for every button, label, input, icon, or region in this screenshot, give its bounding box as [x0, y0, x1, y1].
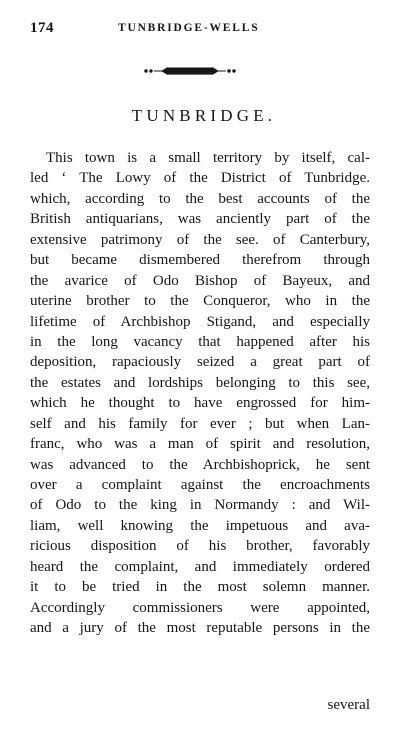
- text-line: liam, well knowing the impetuous and ava-: [30, 517, 370, 534]
- text-line: the avarice of Odo Bishop of Bayeux, and: [30, 272, 370, 289]
- text-line: self and his family for ever ; but when Lan-: [30, 415, 370, 432]
- text-line: which, according to the best accounts of the: [30, 190, 370, 207]
- page-number: 174: [30, 20, 54, 36]
- text-line: which he thought to have engrossed for him-: [30, 395, 370, 412]
- text-line: it to be tried in the most solemn manner.: [30, 579, 370, 596]
- text-line: extensive patrimony of the see. of Canterbury,: [30, 231, 370, 248]
- text-line: over a complaint against the encroachments: [30, 477, 370, 493]
- text-line: franc, who was a man of spirit and resolution,: [30, 436, 370, 453]
- running-head: [0, 20, 400, 40]
- text-line: This town is a small territory by itself, cal-: [46, 150, 370, 166]
- text-line: uterine brother to the Conqueror, who in the: [30, 293, 370, 310]
- body-paragraph: [30, 148, 370, 639]
- text-line: and a jury of the most reputable persons in the: [30, 620, 370, 637]
- text-line: ricious disposition of his brother, favorably: [30, 538, 370, 555]
- text-line: of Odo to the king in Normandy : and Wil-: [30, 497, 370, 514]
- text-line: in the long vacancy that happened after his: [30, 333, 370, 350]
- printers-ornament-rule-icon: [140, 64, 240, 78]
- text-line: the estates and lordships belonging to this see,: [30, 374, 370, 391]
- text-line: British antiquarians, was anciently part of the: [30, 211, 370, 228]
- text-line: deposition, rapaciously seized a great part of: [30, 354, 370, 371]
- catchword: several: [327, 697, 370, 713]
- section-title: TUNBRIDGE.: [131, 106, 277, 125]
- text-line: was advanced to the Archbishoprick, he sent: [30, 456, 370, 473]
- text-line: Accordingly commissioners were appointed,: [30, 599, 370, 616]
- text-line: heard the complaint, and immediately ordered: [30, 558, 370, 575]
- text-line: but became dismembered therefrom through: [30, 252, 370, 269]
- text-line: lifetime of Archbishop Stigand, and especially: [30, 313, 370, 330]
- running-title: TUNBRIDGE-WELLS: [118, 22, 260, 34]
- text-line: led ‘ The Lowy of the District of Tunbridge.: [30, 170, 370, 187]
